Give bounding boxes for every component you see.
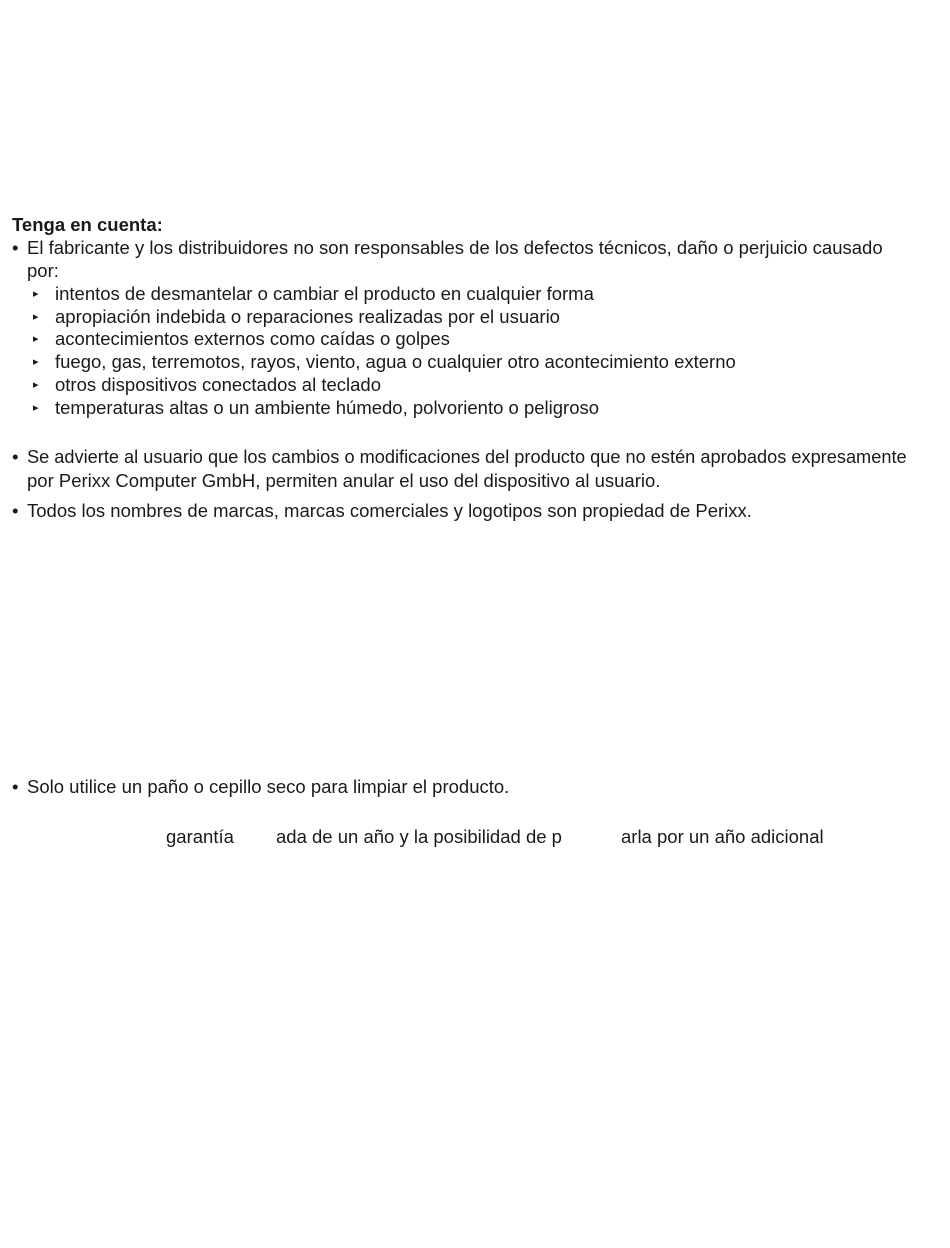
liability-item: acontecimientos externos como caídas o golpes <box>55 328 450 349</box>
liability-item: temperaturas altas o un ambiente húmedo, polvoriento o peligroso <box>55 397 600 418</box>
liability-item: otros dispositivos conectados al teclado <box>55 374 381 395</box>
bullet-icon: • <box>12 776 19 797</box>
note-heading: Tenga en cuenta: <box>12 214 163 235</box>
liability-text-line1: El fabricante y los distribuidores no son responsables de los defectos técnicos, daño o perjuicio causado <box>27 237 883 258</box>
trademarks-text: Todos los nombres de marcas, marcas comerciales y logotipos son propiedad de Perixx. <box>27 500 752 521</box>
warranty-fragment: garantía <box>166 826 234 847</box>
arrow-bullet-icon: ▸ <box>33 288 39 300</box>
liability-item: apropiación indebida o reparaciones realizadas por el usuario <box>55 306 560 327</box>
bullet-icon: • <box>12 446 19 467</box>
liability-item: intentos de desmantelar o cambiar el producto en cualquier forma <box>55 283 594 304</box>
arrow-bullet-icon: ▸ <box>33 311 39 323</box>
arrow-bullet-icon: ▸ <box>33 333 39 345</box>
bullet-icon: • <box>12 237 19 258</box>
cleaning-text: Solo utilice un paño o cepillo seco para limpiar el producto. <box>27 776 510 797</box>
warranty-fragment: arla por un año adicional <box>621 826 824 847</box>
modifications-text-line2: por Perixx Computer GmbH, permiten anular el uso del dispositivo al usuario. <box>27 470 661 491</box>
arrow-bullet-icon: ▸ <box>33 356 39 368</box>
arrow-bullet-icon: ▸ <box>33 402 39 414</box>
bullet-icon: • <box>12 500 19 521</box>
modifications-text-line1: Se advierte al usuario que los cambios o modificaciones del producto que no estén aprobados expresamente <box>27 447 907 467</box>
liability-item: fuego, gas, terremotos, rayos, viento, agua o cualquier otro acontecimiento externo <box>55 351 736 372</box>
liability-text-line2: por: <box>27 260 59 281</box>
warranty-fragment: ada de un año y la posibilidad de p <box>276 826 562 847</box>
arrow-bullet-icon: ▸ <box>33 379 39 391</box>
